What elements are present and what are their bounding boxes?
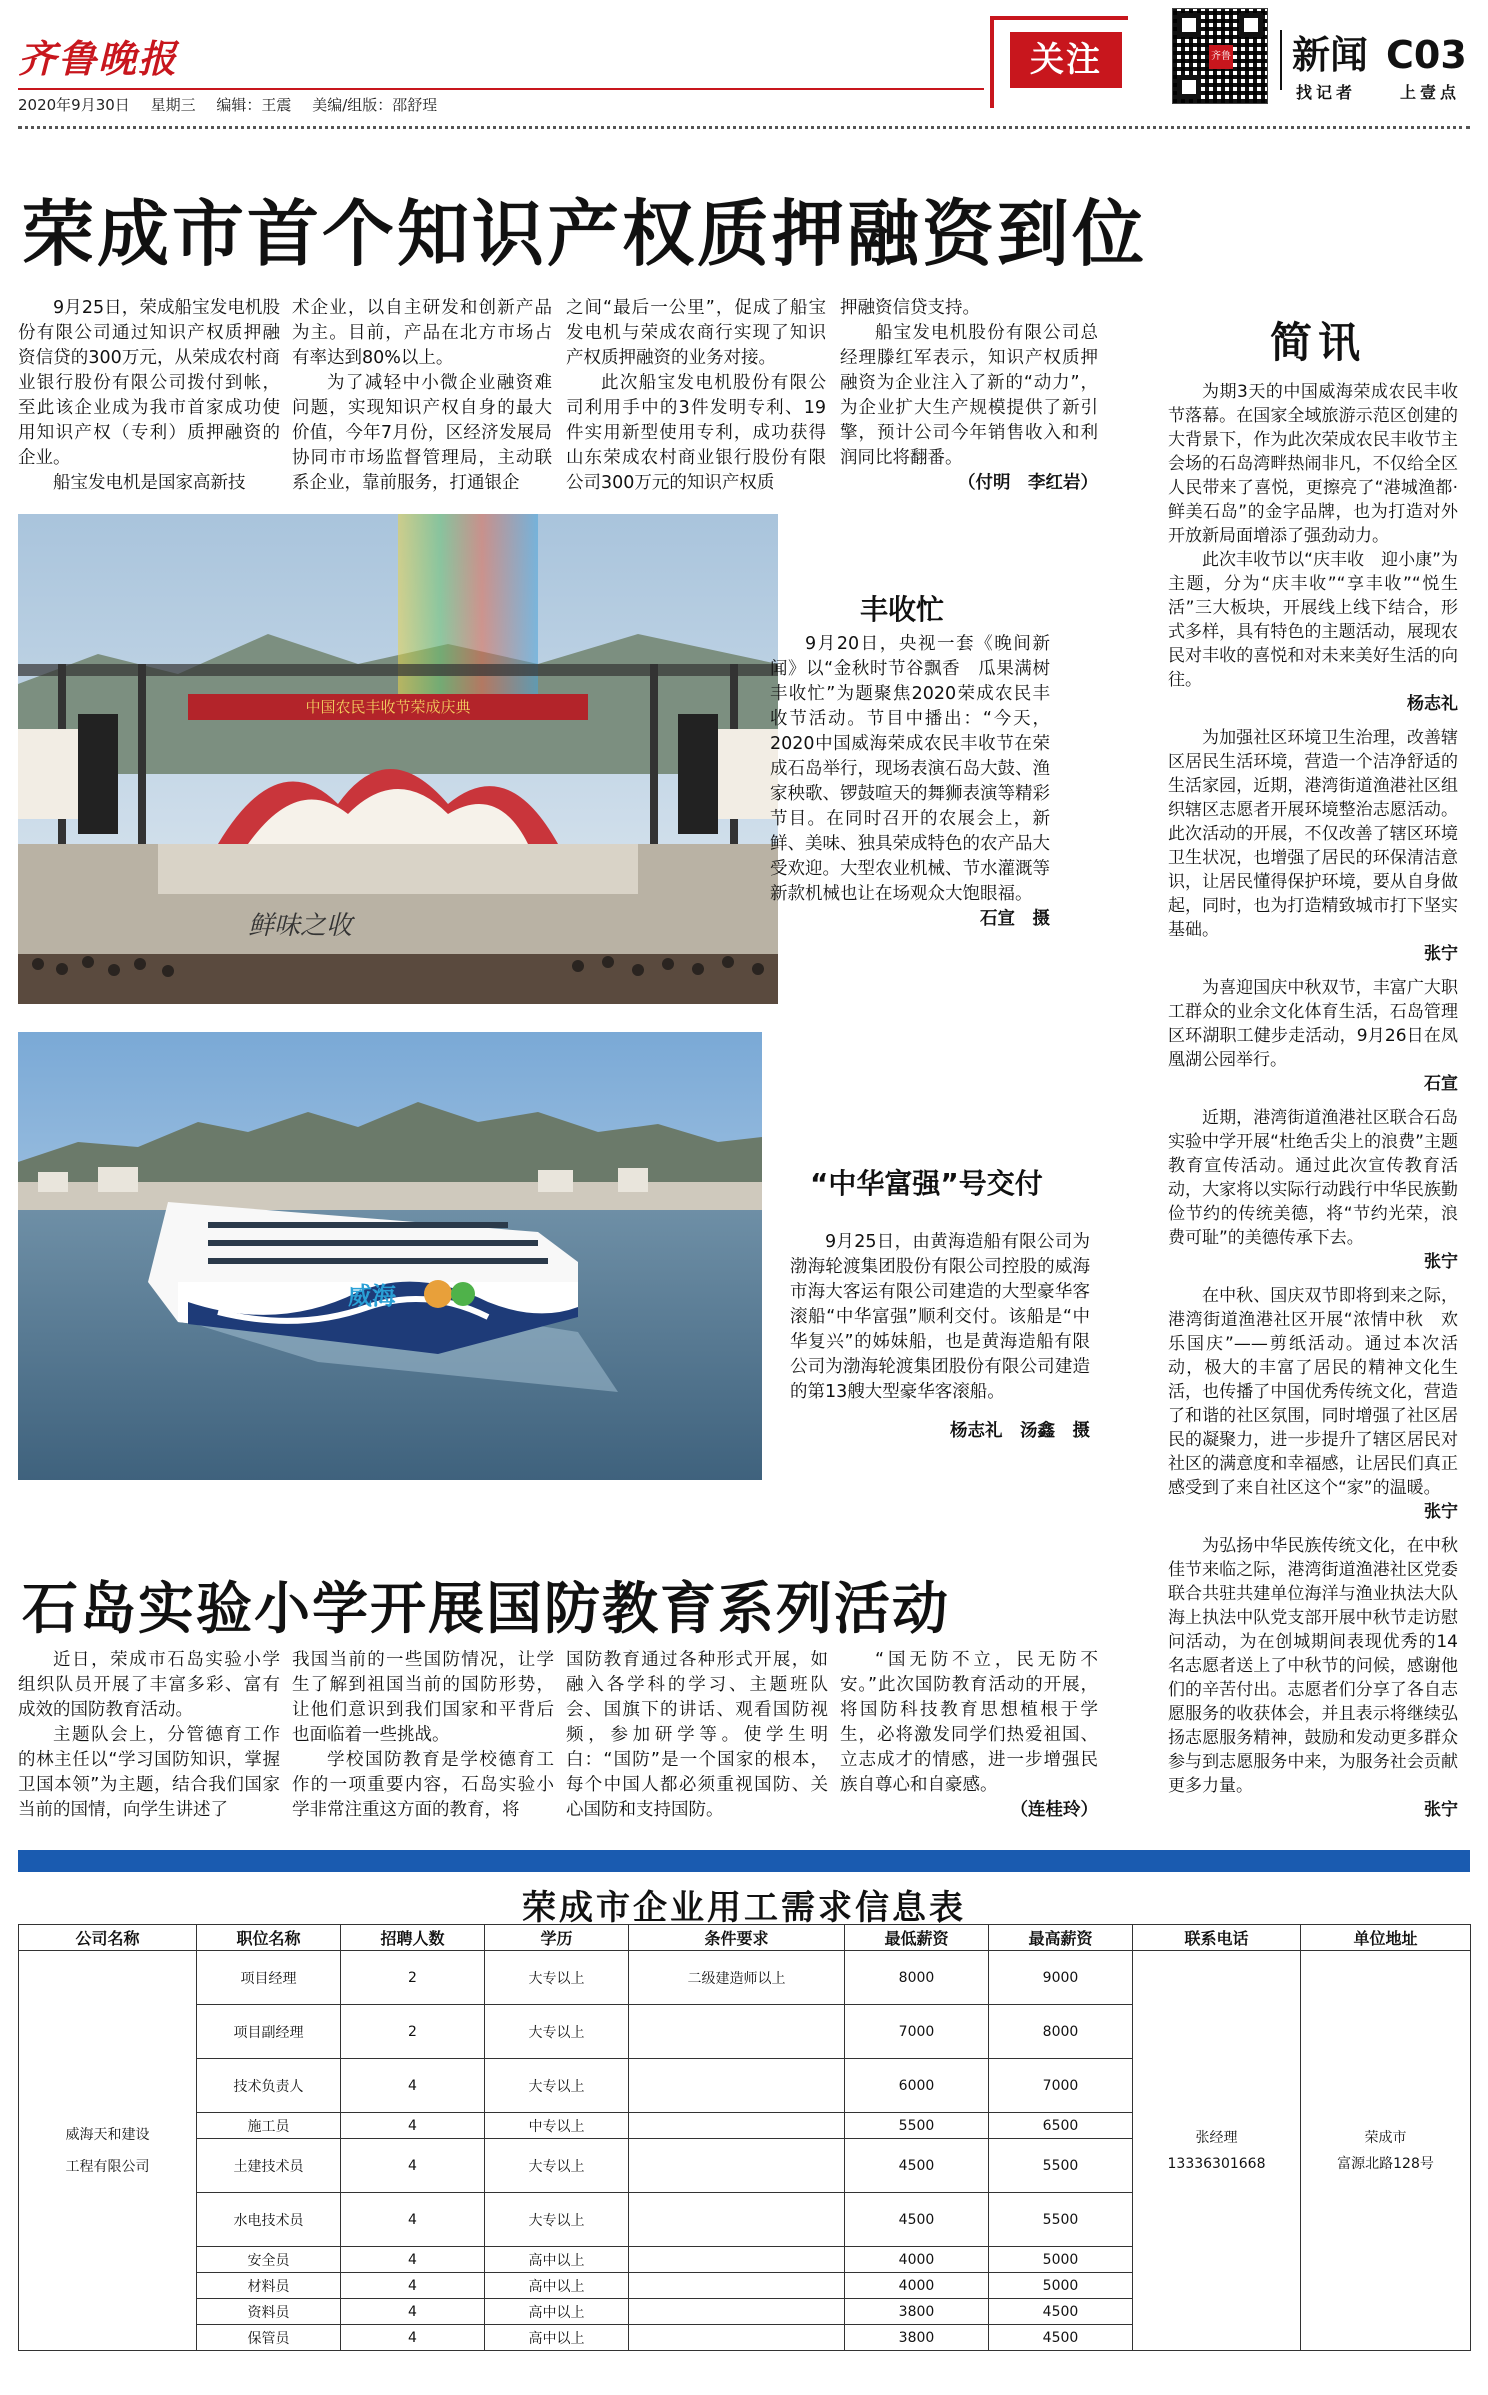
- reporter-label: 找记者: [1296, 83, 1357, 102]
- issue-date: 2020年9月30日: [18, 96, 130, 114]
- brief-byline: 张宁: [1424, 1502, 1458, 1522]
- company-name-line: 工程有限公司: [65, 2158, 150, 2175]
- ship-caption: [790, 1230, 1090, 1444]
- cell-title: 材料员: [197, 2273, 341, 2299]
- paragraph: 船宝发电机股份有限公司总经理滕红军表示，知识产权质押融资为企业注入了新的“动力”，为企业扩大生产规模提供了新引擎，预计公司今年销售收入和利润同比将翻番。: [840, 323, 1098, 468]
- column-header: 最低薪资: [845, 1925, 989, 1951]
- ship-byline: 杨志礼 汤鑫 摄: [950, 1421, 1090, 1441]
- paragraph: 9月25日，荣成船宝发电机股份有限公司通过知识产权质押融资信贷的300万元，从荣成农村商业银行股份有限公司拨付到帐，至此该企业成为我市首家成功使用知识产权（专利）质押融资的企业。: [18, 298, 280, 468]
- harvest-banner-text: 中国农民丰收节荣成庆典: [305, 698, 471, 716]
- address-line: 荣成市: [1364, 2129, 1407, 2146]
- page-number: C03: [1386, 33, 1467, 77]
- issue-info: [18, 94, 453, 115]
- paragraph: 船宝发电机是国家高新技: [53, 473, 246, 493]
- cell-edu: 大专以上: [485, 2139, 629, 2193]
- paragraph: 此次船宝发电机股份有限公司利用手中的3件发明专利、19件实用新型使用专利，成功获得山东荣成农村商业银行股份有限公司300万元的知识产权质: [566, 373, 826, 493]
- ship-photo-illustration: [18, 1032, 762, 1480]
- address-line: 富源北路128号: [1337, 2155, 1434, 2172]
- section-divider-band: [18, 1850, 1470, 1872]
- ship-hull-text: 威海: [348, 1282, 396, 1310]
- brief-item: [1168, 380, 1458, 716]
- main-headline: 荣成市首个知识产权质押融资到位: [22, 192, 1148, 276]
- column-header: 职位名称: [197, 1925, 341, 1951]
- paragraph: 为喜迎国庆中秋双节，丰富广大职工群众的业余文化体育生活，石岛管理区环湖职工健步走活动，9月26日在凤凰湖公园举行。: [1168, 978, 1458, 1070]
- jobs-table: [18, 1924, 1471, 2351]
- cell-req: [629, 2247, 845, 2273]
- defense-col-3: [566, 1648, 828, 1823]
- paragraph: 主题队会上，分管德育工作的林主任以“学习国防知识，掌握卫国本领”为主题，结合我们国家当前的国情，向学生讲述了: [18, 1725, 280, 1820]
- main-article-col-1: [18, 296, 280, 496]
- qr-finder-bottom-left: [1177, 75, 1201, 99]
- brief-item: [1168, 1106, 1458, 1274]
- column-header: 条件要求: [629, 1925, 845, 1951]
- brief-item: [1168, 726, 1458, 966]
- cell-count: 4: [341, 2325, 485, 2351]
- cell-max: 6500: [989, 2113, 1133, 2139]
- jobs-table-title: 荣成市企业用工需求信息表: [522, 1888, 966, 1928]
- section-heading: [1292, 24, 1467, 79]
- cell-title: 项目副经理: [197, 2005, 341, 2059]
- cell-min: 7000: [845, 2005, 989, 2059]
- cell-req: [629, 2139, 845, 2193]
- paragraph: 押融资信贷支持。: [840, 298, 980, 318]
- cell-max: 5500: [989, 2193, 1133, 2247]
- qr-finder-top-right: [1239, 13, 1263, 37]
- contact-cell: [1133, 1951, 1301, 2351]
- harvest-festival-photo: [18, 514, 778, 1004]
- paragraph: 国防教育通过各种形式开展，如融入各学科的学习、主题班队会、国旗下的讲话、观看国防视频，参加研学等。使学生明白：“国防”是一个国家的根本，每个中国人都必须重视国防、关心国防和支持国防。: [566, 1650, 828, 1820]
- section-name: 新闻: [1292, 33, 1369, 77]
- qr-code: [1172, 8, 1268, 104]
- column-header: 公司名称: [19, 1925, 197, 1951]
- paragraph: 近日，荣成市石岛实验小学组织队员开展了丰富多彩、富有成效的国防教育活动。: [18, 1650, 280, 1720]
- cell-max: 8000: [989, 2005, 1133, 2059]
- brief-byline: 张宁: [1424, 944, 1458, 964]
- address-cell: [1301, 1951, 1471, 2351]
- cell-edu: 高中以上: [485, 2299, 629, 2325]
- cell-title: 资料员: [197, 2299, 341, 2325]
- cell-title: 施工员: [197, 2113, 341, 2139]
- editor-credit: 编辑：王震: [216, 96, 292, 114]
- cell-req: [629, 2299, 845, 2325]
- harvest-caption: [770, 632, 1050, 932]
- cell-max: 9000: [989, 1951, 1133, 2005]
- defense-col-4: [840, 1648, 1098, 1823]
- cell-max: 4500: [989, 2325, 1133, 2351]
- harvest-stage-text: 鲜味之收: [248, 911, 353, 941]
- brief-byline: 张宁: [1424, 1252, 1458, 1272]
- paragraph: “国无防不立，民无防不安。”此次国防教育活动的开展，将国防科技教育思想植根于学生，必将激发同学们热爱祖国、立志成才的情感，进一步增强民族自尊心和自豪感。: [840, 1650, 1098, 1795]
- column-header: 单位地址: [1301, 1925, 1471, 1951]
- cell-edu: 大专以上: [485, 1951, 629, 2005]
- cell-min: 4000: [845, 2247, 989, 2273]
- cell-req: [629, 2273, 845, 2299]
- defense-byline: （连桂玲）: [1010, 1800, 1098, 1820]
- briefs-column: [1168, 380, 1458, 1832]
- defense-col-2: [292, 1648, 554, 1823]
- cell-title: 土建技术员: [197, 2139, 341, 2193]
- column-header: 联系电话: [1133, 1925, 1301, 1951]
- paragraph: 之间“最后一公里”，促成了船宝发电机与荣成农商行实现了知识产权质押融资的业务对接。: [566, 298, 826, 368]
- table-row: [19, 1951, 1471, 2005]
- cell-min: 4500: [845, 2193, 989, 2247]
- main-article-byline: （付明 李红岩）: [958, 473, 1098, 493]
- contact-phone: 13336301668: [1167, 2155, 1266, 2172]
- column-header: 招聘人数: [341, 1925, 485, 1951]
- cell-edu: 大专以上: [485, 2005, 629, 2059]
- header-dotted-rule: [18, 126, 1470, 130]
- table-header-row: [19, 1925, 1471, 1951]
- paragraph: 9月20日，央视一套《晚间新闻》以“金秋时节谷飘香 瓜果满树丰收忙”为题聚焦2020荣成农民丰收节活动。节目中播出：“今天，2020中国威海荣成农民丰收节在荣成石岛举行，现场表演石岛大鼓、渔家秧歌、锣鼓喧天的舞狮表演等精彩节目。在同时召开的农展会上，新鲜、美味、独具荣成特色的农产品大受欢迎。大型农业机械、节水灌溉等新款机械也让在场观众大饱眼福。: [770, 634, 1050, 904]
- cell-edu: 大专以上: [485, 2059, 629, 2113]
- cell-title: 安全员: [197, 2247, 341, 2273]
- cell-count: 4: [341, 2299, 485, 2325]
- header-rule: [18, 88, 984, 90]
- main-article-col-3: [566, 296, 826, 496]
- newspaper-logo: 齐鲁晚报: [18, 36, 179, 81]
- cell-min: 6000: [845, 2059, 989, 2113]
- cell-min: 4500: [845, 2139, 989, 2193]
- cell-count: 2: [341, 1951, 485, 2005]
- harvest-title: 丰收忙: [860, 593, 945, 626]
- brief-item: [1168, 1284, 1458, 1524]
- cell-req: [629, 2059, 845, 2113]
- contact-name: 张经理: [1195, 2129, 1238, 2146]
- cell-req: [629, 2005, 845, 2059]
- cell-title: 水电技术员: [197, 2193, 341, 2247]
- cell-count: 4: [341, 2273, 485, 2299]
- cell-max: 4500: [989, 2299, 1133, 2325]
- cell-min: 3800: [845, 2325, 989, 2351]
- follow-badge: [990, 16, 1128, 108]
- brief-item: [1168, 1534, 1458, 1822]
- issue-weekday: 星期三: [150, 96, 196, 114]
- reporter-link: [1296, 80, 1460, 103]
- defense-headline: 石岛实验小学开展国防教育系列活动: [22, 1577, 950, 1642]
- cell-count: 4: [341, 2139, 485, 2193]
- cell-title: 项目经理: [197, 1951, 341, 2005]
- defense-col-1: [18, 1648, 280, 1823]
- cell-count: 4: [341, 2193, 485, 2247]
- cell-req: [629, 2113, 845, 2139]
- cell-count: 4: [341, 2247, 485, 2273]
- paragraph: 近期，港湾街道渔港社区联合石岛实验中学开展“杜绝舌尖上的浪费”主题教育宣传活动。通过此次宣传教育活动，大家将以实际行动践行中华民族勤俭节约的传统美德，将“节约光荣，浪费可耻”的美德传承下去。: [1168, 1108, 1458, 1248]
- cell-max: 5500: [989, 2139, 1133, 2193]
- cell-min: 8000: [845, 1951, 989, 2005]
- cell-edu: 大专以上: [485, 2193, 629, 2247]
- harvest-byline: 石宣 摄: [980, 909, 1050, 929]
- paragraph: 在中秋、国庆双节即将到来之际，港湾街道渔港社区开展“浓情中秋 欢乐国庆”——剪纸活动。通过本次活动，极大的丰富了居民的精神文化生活，也传播了中国优秀传统文化，营造了和谐的社区氛围，同时增强了社区居民的凝聚力，进一步提升了辖区居民对社区的满意度和幸福感，让居民们真正感受到了来自社区这个“家”的温暖。: [1168, 1286, 1458, 1498]
- cell-count: 4: [341, 2113, 485, 2139]
- harvest-photo-illustration: [18, 514, 778, 1004]
- paragraph: 我国当前的一些国防情况，让学生了解到祖国当前的国防形势，让他们意识到我们国家和平背后也面临着一些挑战。: [292, 1650, 554, 1745]
- paragraph: 为弘扬中华民族传统文化，在中秋佳节来临之际，港湾街道渔港社区党委联合共驻共建单位海洋与渔业执法大队海上执法中队党支部开展中秋节走访慰问活动，为在创城期间表现优秀的14名志愿者送上了中秋节的问候，感谢他们的辛苦付出。志愿者们分享了各自志愿服务的收获体会，并且表示将继续弘扬志愿服务精神，鼓励和发动更多群众参与到志愿服务中来，为服务社会贡献更多力量。: [1168, 1536, 1458, 1796]
- cell-req: [629, 2193, 845, 2247]
- main-article-col-4: [840, 296, 1098, 496]
- column-header: 最高薪资: [989, 1925, 1133, 1951]
- qr-finder-top-left: [1177, 13, 1201, 37]
- paragraph: 术企业，以自主研发和创新产品为主。目前，产品在北方市场占有率达到80%以上。: [292, 298, 552, 368]
- brief-item: [1168, 976, 1458, 1096]
- cell-edu: 高中以上: [485, 2325, 629, 2351]
- briefs-title: 简讯: [1270, 318, 1367, 367]
- cell-title: 保管员: [197, 2325, 341, 2351]
- cell-min: 4000: [845, 2273, 989, 2299]
- brief-byline: 张宁: [1424, 1800, 1458, 1820]
- cell-max: 7000: [989, 2059, 1133, 2113]
- cell-max: 5000: [989, 2273, 1133, 2299]
- cell-edu: 中专以上: [485, 2113, 629, 2139]
- cell-count: 4: [341, 2059, 485, 2113]
- qr-center-logo: 齐鲁: [1209, 45, 1233, 69]
- paragraph: 为期3天的中国威海荣成农民丰收节落幕。在国家全域旅游示范区创建的大背景下，作为此次荣成农民丰收节主会场的石岛湾畔热闹非凡，不仅给全区人民带来了喜悦，更擦亮了“港城渔都·鲜美石岛”的金字品牌，也为打造对外开放新局面增添了强劲动力。: [1168, 382, 1458, 546]
- cell-title: 技术负责人: [197, 2059, 341, 2113]
- paragraph: 学校国防教育是学校德育工作的一项重要内容，石岛实验小学非常注重这方面的教育，将: [292, 1750, 554, 1820]
- brief-byline: 杨志礼: [1407, 694, 1458, 714]
- paragraph: 此次丰收节以“庆丰收 迎小康”为主题，分为“庆丰收”“享丰收”“悦生活”三大板块，开展线上线下结合，形式多样，具有特色的主题活动，展现农民对丰收的喜悦和对未来美好生活的向往。: [1168, 550, 1458, 690]
- cell-edu: 高中以上: [485, 2273, 629, 2299]
- paragraph: 为加强社区环境卫生治理，改善辖区居民生活环境，营造一个洁净舒适的生活家园，近期，港湾街道渔港社区组织辖区志愿者开展环境整治志愿活动。此次活动的开展，不仅改善了辖区环境卫生状况，也增强了居民的环保清洁意识，让居民懂得保护环境，要从自身做起，同时，也为打造精致城市打下坚实基础。: [1168, 728, 1458, 940]
- brief-byline: 石宣: [1424, 1074, 1458, 1094]
- cell-req: 二级建造师以上: [629, 1951, 845, 2005]
- main-article-col-2: [292, 296, 552, 496]
- section-separator: [1280, 30, 1282, 90]
- cell-max: 5000: [989, 2247, 1133, 2273]
- reporter-action: 上壹点: [1400, 83, 1461, 102]
- cell-min: 3800: [845, 2299, 989, 2325]
- paragraph: 为了减轻中小微企业融资难问题，实现知识产权自身的最大价值，今年7月份，区经济发展局协同市市场监督管理局，主动联系企业，靠前服务，打通银企: [292, 373, 552, 493]
- cell-count: 2: [341, 2005, 485, 2059]
- ship-title: “中华富强”号交付: [810, 1167, 1043, 1200]
- designer-credit: 美编/组版：邵舒珵: [312, 96, 438, 114]
- cell-req: [629, 2325, 845, 2351]
- follow-label: 关注: [1010, 32, 1122, 88]
- column-header: 学历: [485, 1925, 629, 1951]
- ship-photo: [18, 1032, 762, 1480]
- cell-min: 5500: [845, 2113, 989, 2139]
- cell-edu: 高中以上: [485, 2247, 629, 2273]
- company-cell: [19, 1951, 197, 2351]
- company-name-line: 威海天和建设: [65, 2126, 150, 2143]
- paragraph: 9月25日，由黄海造船有限公司为渤海轮渡集团股份有限公司控股的威海市海大客运有限公司建造的大型豪华客滚船“中华富强”顺利交付。该船是“中华复兴”的姊妹船，也是黄海造船有限公司为渤海轮渡集团股份有限公司建造的第13艘大型豪华客滚船。: [790, 1232, 1090, 1402]
